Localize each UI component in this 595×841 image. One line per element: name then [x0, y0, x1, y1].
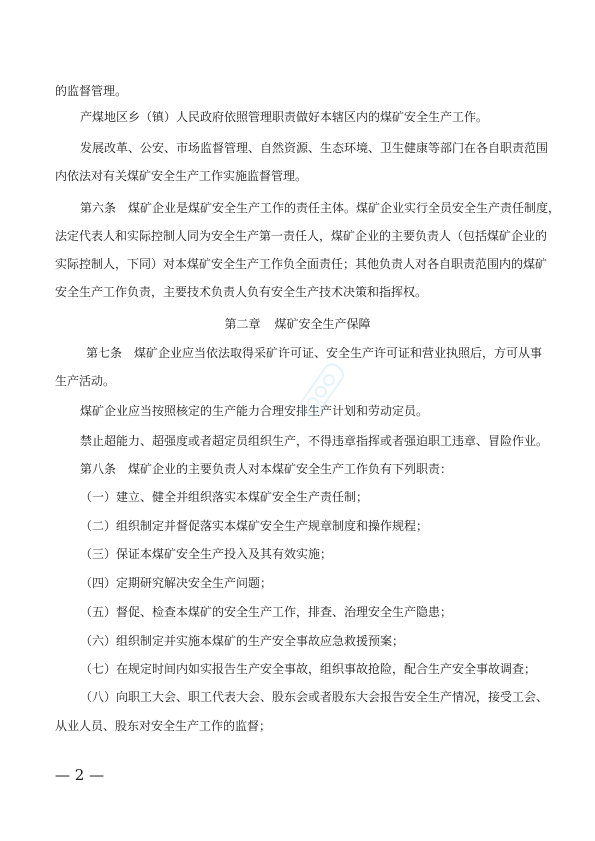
chapter-heading	[0, 316, 595, 332]
paragraph-line: 实际控制人，下同）对本煤矿安全生产工作负全面责任；其他负责人对各自职责范围内的煤矿	[55, 257, 548, 271]
list-item: （三）保证本煤矿安全生产投入及其有效实施；	[80, 547, 333, 561]
paragraph-line: 煤矿企业应当按照核定的生产能力合理安排生产计划和劳动定员。	[80, 404, 429, 418]
paragraph-line: 安全生产工作负责，主要技术负责人负有安全生产技术决策和指挥权。	[55, 285, 428, 299]
paragraph-line: 发展改革、公安、市场监督管理、自然资源、生态环境、卫生健康等部门在各自职责范围	[80, 141, 549, 155]
article-7-line: 第七条 煤矿企业应当依法取得采矿许可证、安全生产许可证和营业执照后，方可从事	[86, 346, 543, 360]
list-item: （二）组织制定并督促落实本煤矿安全生产规章制度和操作规程；	[80, 519, 429, 533]
list-item: （六）组织制定并实施本煤矿的生产安全事故应急救援预案；	[80, 634, 405, 648]
paragraph-line: 法定代表人和实际控制人同为安全生产第一责任人，煤矿企业的主要负责人（包括煤矿企业的	[55, 229, 548, 243]
chapter-number: 第二章	[224, 317, 261, 331]
paragraph-line: 的监督管理。	[55, 84, 128, 98]
paragraph-line: 禁止超能力、超强度或者超定员组织生产，不得违章指挥或者强迫职工违章、冒险作业。	[80, 434, 549, 448]
list-item: （一）建立、健全并组织落实本煤矿安全生产责任制；	[80, 490, 369, 504]
article-8-line: 第八条 煤矿企业的主要负责人对本煤矿安全生产工作负有下列职责：	[80, 462, 453, 476]
article-6-line: 第六条 煤矿企业是煤矿安全生产工作的责任主体。煤矿企业实行全员安全生产责任制度，	[80, 201, 561, 215]
paragraph-line: 从业人员、股东对安全生产工作的监督；	[55, 719, 272, 733]
paragraph-line: 内依法对有关煤矿安全生产工作实施监督管理。	[55, 169, 308, 183]
page-number: — 2 —	[55, 766, 105, 784]
list-item: （四）定期研究解决安全生产问题；	[80, 576, 273, 590]
paragraph-line: 产煤地区乡（镇）人民政府依照管理职责做好本辖区内的煤矿安全生产工作。	[80, 110, 489, 124]
list-item: （八）向职工大会、职工代表大会、股东会或者股东大会报告安全生产情况，接受工会、	[80, 690, 549, 704]
list-item: （七）在规定时间内如实报告生产安全事故，组织事故抢险，配合生产安全事故调查；	[80, 662, 537, 676]
chapter-title: 煤矿安全生产保障	[274, 317, 371, 331]
paragraph-line: 生产活动。	[55, 374, 116, 388]
list-item: （五）督促、检查本煤矿的安全生产工作，排查、治理安全生产隐患；	[80, 605, 453, 619]
